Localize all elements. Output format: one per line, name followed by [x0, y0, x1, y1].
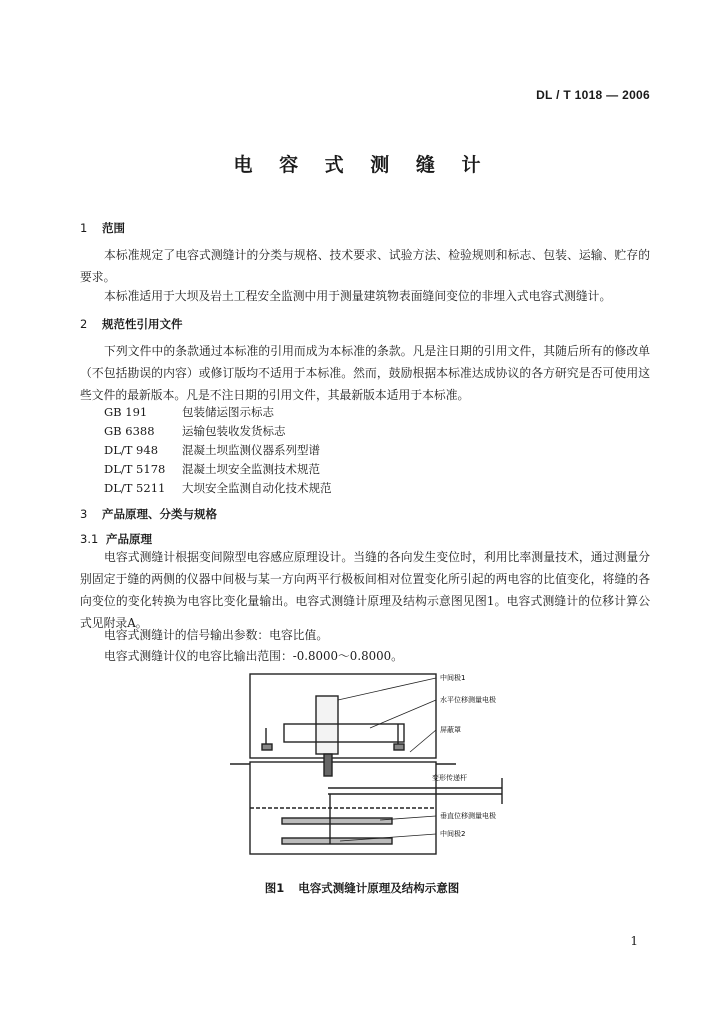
figure-title: 电容式测缝计原理及结构示意图 [298, 881, 460, 895]
section-1-heading [80, 220, 125, 236]
label-vertical-electrode: 垂直位移测量电极 [440, 812, 496, 820]
right-foot [394, 744, 404, 750]
figure-number: 图1 [264, 881, 285, 895]
section-number: 1 [80, 221, 88, 235]
paragraph-scope-1: 本标准规定了电容式测缝计的分类与规格、技术要求、试验方法、检验规则和标志、包装、运输、贮存的要求。 [80, 248, 650, 284]
transmission-rod-upper [324, 754, 332, 776]
center-block [316, 696, 338, 754]
section-number: 2 [80, 317, 88, 331]
left-foot [262, 744, 272, 750]
standard-code: DL / T 1018 — 2006 [536, 88, 650, 102]
reference-code: GB 191 [104, 405, 148, 419]
reference-item [104, 441, 320, 460]
structure-diagram [220, 668, 520, 868]
reference-item [104, 403, 274, 422]
label-mid1: 中间极1 [440, 674, 466, 682]
page-number: 1 [630, 934, 638, 948]
section-title: 规范性引用文件 [102, 317, 183, 331]
section-title: 产品原理、分类与规格 [102, 507, 217, 521]
vertical-electrode-lower [282, 838, 392, 844]
reference-code: DL/T 948 [104, 443, 159, 457]
reference-title: 混凝土坝监测仪器系列型谱 [182, 443, 320, 457]
reference-title: 运输包装收发货标志 [182, 424, 286, 438]
document-title: 电 容 式 测 缝 计 [233, 154, 491, 176]
paragraph-principle: 电容式测缝计根据变间隙型电容感应原理设计。当缝的各向发生变位时，利用比率测量技术，通过测量分别固定于缝的两侧的仪器中间极与某一方向两平行极板间相对位置变化所引起的两电容的比值变化，将缝的各向变位的变化转换为电容比变化量输出。电容式测缝计原理及结构示意图见图1。电容式测缝计的位移计算公式见附录A。 [80, 550, 650, 630]
label-mid2: 中间极2 [440, 830, 466, 838]
paragraph-output-param: 电容式测缝计的信号输出参数：电容比值。 [104, 628, 329, 642]
leader-mid1 [338, 678, 436, 700]
label-rod: 变形传递杆 [432, 774, 467, 782]
reference-item [104, 479, 332, 498]
section-number: 3 [80, 507, 88, 521]
leader-shield [410, 730, 436, 752]
label-shield: 屏蔽罩 [440, 726, 461, 734]
label-horizontal-electrode: 水平位移测量电极 [440, 696, 496, 704]
figure-caption [0, 880, 724, 896]
paragraph-scope-2: 本标准适用于大坝及岩土工程安全监测中用于测量建筑物表面缝间变位的非埋入式电容式测缝计。 [104, 289, 612, 303]
reference-code: DL/T 5211 [104, 481, 166, 495]
section-3-1-heading [80, 531, 152, 547]
upper-housing [250, 674, 436, 758]
section-title: 产品原理 [106, 532, 152, 546]
reference-code: DL/T 5178 [104, 462, 166, 476]
vertical-electrode-upper [282, 818, 392, 824]
reference-code: GB 6388 [104, 424, 155, 438]
section-title: 范围 [102, 221, 125, 235]
reference-title: 大坝安全监测自动化技术规范 [182, 481, 332, 495]
reference-title: 包装储运图示标志 [182, 405, 274, 419]
paragraph-output-range: 电容式测缝计仪的电容比输出范围：-0.8000～0.8000。 [104, 649, 403, 663]
paragraph-references: 下列文件中的条款通过本标准的引用而成为本标准的条款。凡是注日期的引用文件，其随后所有的修改单（不包括勘误的内容）或修订版均不适用于本标准。然而，鼓励根据本标准达成协议的各方研究是否可使用这些文件的最新版本。凡是不注日期的引用文件，其最新版本适用于本标准。 [80, 344, 650, 402]
section-2-heading [80, 316, 183, 332]
reference-item [104, 422, 286, 441]
section-3-heading [80, 506, 217, 522]
horizontal-electrode [284, 724, 404, 742]
reference-item [104, 460, 320, 479]
section-number: 3.1 [80, 532, 99, 546]
reference-title: 混凝土坝安全监测技术规范 [182, 462, 320, 476]
